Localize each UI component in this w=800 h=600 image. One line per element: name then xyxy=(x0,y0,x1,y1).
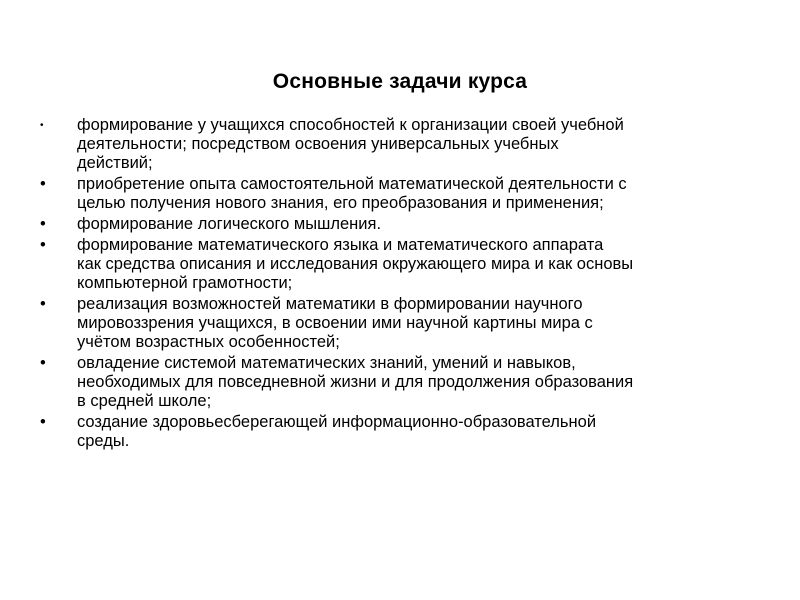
bullet-icon: • xyxy=(40,295,46,313)
bullet-icon: • xyxy=(40,413,46,431)
list-item-text: приобретение опыта самостоятельной математической деятельности с целью получения нового знания, его преобразования и применения; xyxy=(77,175,627,212)
list-item xyxy=(40,295,760,352)
list-item xyxy=(40,236,760,293)
list-item-text: формирование у учащихся способностей к организации своей учебной деятельности; посредством освоения универсальных учебных действий; xyxy=(77,116,624,172)
list-item-text: овладение системой математических знаний, умений и навыков, необходимых для повседневной жизни и для продолжения образования в средней школе; xyxy=(77,354,634,410)
list-item xyxy=(40,116,760,173)
task-list xyxy=(40,116,760,453)
list-item xyxy=(40,175,760,213)
list-item-text: формирование логического мышления. xyxy=(77,215,382,233)
list-item-text: формирование математического языка и математического аппарата как средства описания и исследования окружающего мира и как основы компьютерной грамотности; xyxy=(77,236,634,292)
list-item-text: создание здоровьесберегающей информационно-образовательной среды. xyxy=(77,413,597,450)
bullet-icon: • xyxy=(40,354,46,372)
list-item xyxy=(40,354,760,411)
bullet-icon: • xyxy=(40,175,46,193)
slide-title: Основные задачи курса xyxy=(272,70,528,93)
bullet-icon: • xyxy=(40,215,46,233)
list-item xyxy=(40,413,760,451)
bullet-icon: • xyxy=(40,236,46,254)
list-item xyxy=(40,215,760,234)
list-item-text: реализация возможностей математики в формировании научного мировоззрения учащихся, в освоении ими научной картины мира с учётом возрастных особенностей; xyxy=(77,295,593,351)
bullet-icon: • xyxy=(40,120,44,131)
